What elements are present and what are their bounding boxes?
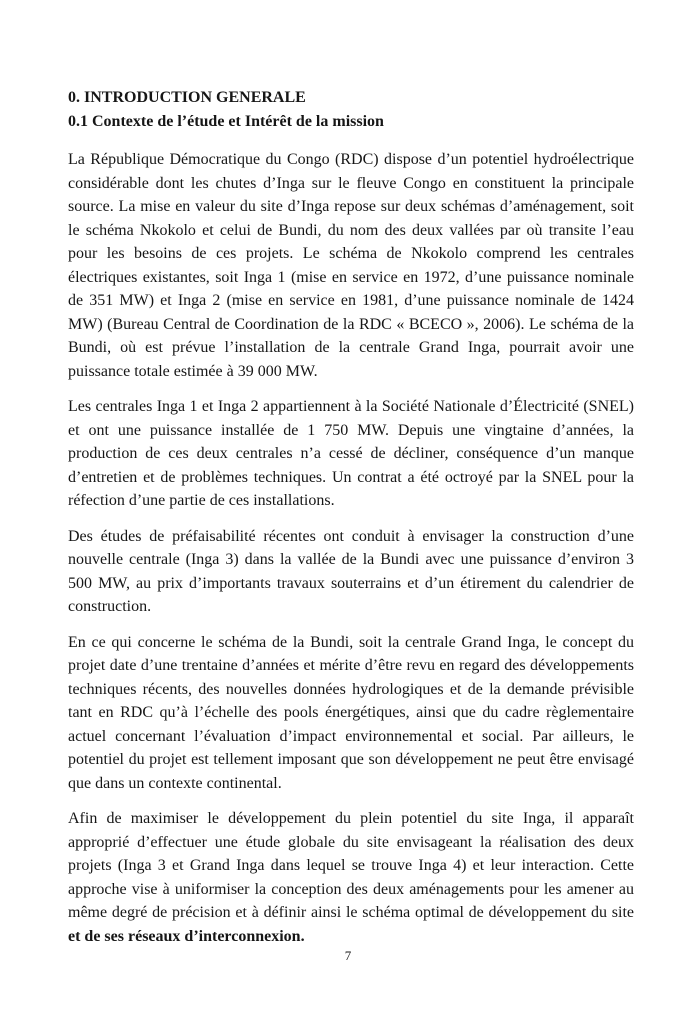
paragraph-schema-bundi: En ce qui concerne le schéma de la Bundi, soit la centrale Grand Inga, le concept du projet date d’une trentaine d’années et mérite d’être revu en regard des développements techniques récents, des nouvelles données hydrologiques et de la demande prévisible tant en RDC qu’à l’échelle des pools énergétiques, ainsi que du cadre règlementaire actuel concernant l’évaluation d’impact environnemental et social. Par ailleurs, le potentiel du projet est tellement imposant que son développement ne peut être envisagé que dans un contexte continental.	[68, 633, 634, 792]
paragraph-context-rdc: La République Démocratique du Congo (RDC) dispose d’un potentiel hydroélectrique considérable dont les chutes d’Inga sur le fleuve Congo en constituent la principale source. La mise en valeur du site d’Inga repose sur deux schémas d’aménagement, soit le schéma Nkokolo et celui de Bundi, du nom des deux vallées par où transite l’eau pour les besoins de ces projets. Le schéma de Nkokolo comprend les centrales électriques existantes, soit Inga 1 (mise en service en 1972, d’une puissance nominale de 351 MW) et Inga 2 (mise en service en 1981, d’une puissance nominale de 1424 MW) (Bureau Central de Coordination de la RDC « BCECO », 2006). Le schéma de la Bundi, où est prévue l’installation de la centrale Grand Inga, pourrait avoir une puissance totale estimée à 39 000 MW.	[68, 151, 634, 380]
paragraph-etude-globale-text: Afin de maximiser le développement du plein potentiel du site Inga, il apparaît approprié d’effectuer une étude globale du site envisageant la réalisation des deux projets (Inga 3 et Grand Inga dans lequel se trouve Inga 4) et leur interaction. Cette approche vise à uniformiser la conception des deux aménagements pour les amener au même degré de précision et à définir ainsi le schéma optimal de développement du site	[68, 810, 634, 921]
paragraph-etude-globale	[68, 807, 634, 948]
subsection-heading: 0.1 Contexte de l’étude et Intérêt de la mission	[68, 112, 384, 130]
page-number: 7	[344, 948, 352, 963]
document-content	[68, 86, 634, 948]
paragraph-prefaisabilite-inga3: Des études de préfaisabilité récentes ont conduit à envisager la construction d’une nouvelle centrale (Inga 3) dans la vallée de la Bundi avec une puissance d’environ 3 500 MW, au prix d’importants travaux souterrains et d’un étirement du calendrier de construction.	[68, 527, 634, 615]
paragraph-etude-globale-bold-emphasis: et de ses réseaux d’interconnexion.	[68, 927, 305, 945]
section-heading: 0. INTRODUCTION GENERALE	[68, 89, 306, 106]
paragraph-snel-centrales: Les centrales Inga 1 et Inga 2 appartiennent à la Société Nationale d’Électricité (SNEL) et ont une puissance installée de 1 750 MW. Depuis une vingtaine d’années, la production de ces deux centrales n’a cessé de décliner, conséquence d’un manque d’entretien et de problèmes techniques. Un contrat a été octroyé par la SNEL pour la réfection d’une partie de ces installations.	[68, 398, 634, 509]
